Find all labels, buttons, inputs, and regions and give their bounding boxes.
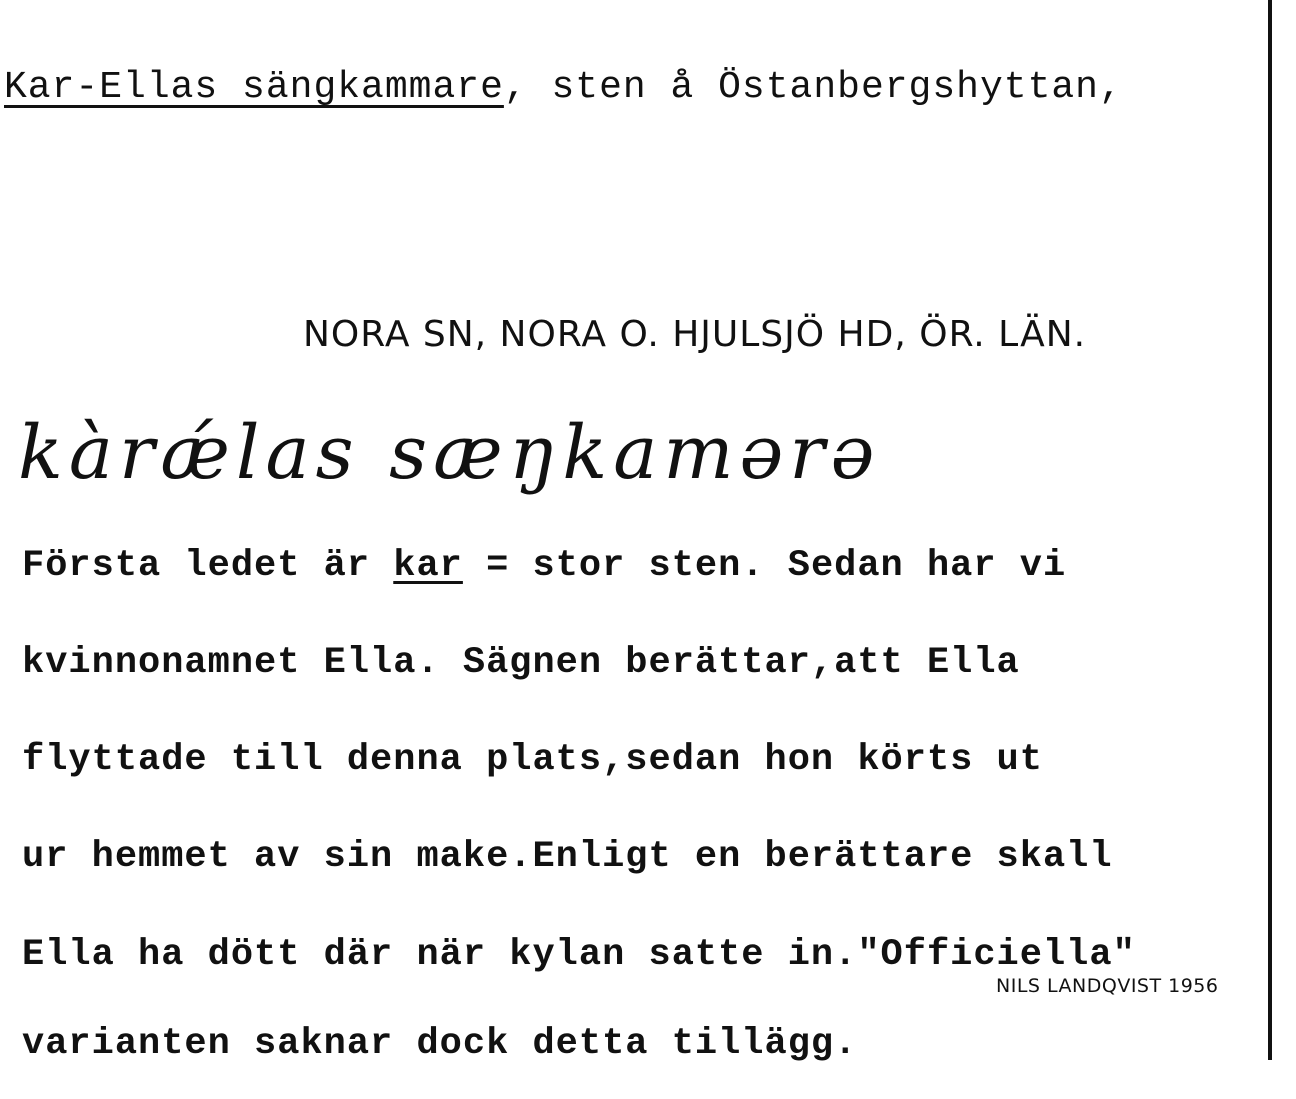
body-line-1-keyword: kar bbox=[393, 545, 463, 587]
body-line-1-start: Första ledet är bbox=[22, 545, 394, 587]
headword-description: , sten å Östanbergshyttan, bbox=[503, 66, 1123, 109]
body-line-3: flyttade till denna plats,sedan hon körts ut bbox=[22, 739, 1043, 781]
phonetic-transcription: kàrǽlas sæŋkamərə bbox=[18, 410, 881, 496]
body-line-6: varianten saknar dock detta tillägg. bbox=[22, 1023, 858, 1065]
body-line-1-end: = stor sten. Sedan har vi bbox=[462, 545, 1067, 587]
body-line-5: Ella ha dött där när kylan satte in."Officiella" bbox=[22, 934, 1136, 976]
author-stamp: NILS LANDQVIST 1956 bbox=[996, 975, 1219, 997]
headword-title: Kar-Ellas sängkammare bbox=[4, 66, 504, 109]
body-line-2: kvinnonamnet Ella. Sägnen berättar,att Ella bbox=[22, 642, 1020, 684]
location-line: NORA SN, NORA O. HJULSJÖ HD, ÖR. LÄN. bbox=[303, 314, 1087, 355]
body-line-1 bbox=[22, 545, 1066, 587]
headword-line bbox=[4, 66, 1123, 109]
body-line-4: ur hemmet av sin make.Enligt en berättare skall bbox=[22, 836, 1113, 878]
card-right-border bbox=[1268, 0, 1272, 1060]
